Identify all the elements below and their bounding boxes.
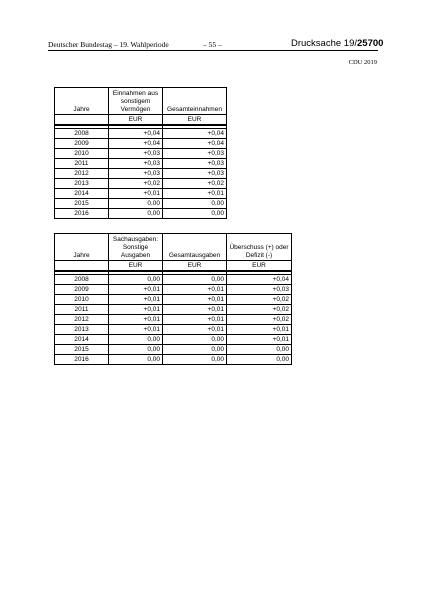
value-cell: +0,01	[163, 295, 227, 305]
value-cell: +0,04	[109, 129, 163, 139]
document-number	[291, 38, 383, 49]
value-cell: 0,00	[163, 199, 227, 209]
header-left-text: Deutscher Bundestag – 19. Wahlperiode	[48, 40, 169, 49]
value-cell: 0,00	[227, 355, 292, 365]
unit-cell	[55, 115, 109, 126]
value-cell: 0,00	[109, 345, 163, 355]
year-cell: 2011	[55, 159, 109, 169]
value-cell: +0,03	[163, 169, 227, 179]
table-row	[55, 335, 292, 345]
table-row	[55, 129, 227, 139]
unit-cell: EUR	[109, 261, 163, 272]
value-cell: +0,02	[163, 179, 227, 189]
unit-cell: EUR	[227, 261, 292, 272]
value-cell: +0,01	[109, 305, 163, 315]
value-cell: +0,04	[163, 139, 227, 149]
col-header-ueberschuss: Überschuss (+) oder Defizit (-)	[227, 234, 292, 261]
table-row	[55, 285, 292, 295]
year-cell: 2016	[55, 209, 109, 219]
value-cell: +0,04	[163, 129, 227, 139]
year-cell: 2010	[55, 295, 109, 305]
table-row	[55, 305, 292, 315]
year-cell: 2016	[55, 355, 109, 365]
document-number-prefix: Drucksache 19/	[291, 38, 358, 49]
col-header-gesamtausgaben: Gesamtausgaben	[163, 234, 227, 261]
income-table-unit-row	[55, 115, 227, 126]
col-header-gesamteinnahmen: Gesamteinnahmen	[163, 88, 227, 115]
year-cell: 2015	[55, 345, 109, 355]
value-cell: 0,00	[163, 209, 227, 219]
unit-cell: EUR	[109, 115, 163, 126]
value-cell: +0,01	[109, 325, 163, 335]
table-row	[55, 295, 292, 305]
table-row	[55, 199, 227, 209]
year-cell: 2008	[55, 129, 109, 139]
unit-cell: EUR	[163, 261, 227, 272]
table-row	[55, 159, 227, 169]
value-cell: +0,03	[109, 159, 163, 169]
document-number-value: 25700	[357, 38, 384, 49]
value-cell: 0,00	[109, 199, 163, 209]
value-cell: 0,00	[109, 355, 163, 365]
value-cell: +0,01	[163, 305, 227, 315]
value-cell: +0,02	[227, 315, 292, 325]
value-cell: +0,03	[163, 149, 227, 159]
value-cell: +0,01	[163, 285, 227, 295]
income-table-body	[55, 88, 227, 219]
value-cell: 0,00	[109, 209, 163, 219]
income-table	[54, 87, 227, 219]
table-row	[55, 275, 292, 285]
table-row	[55, 179, 227, 189]
value-cell: 0,00	[109, 335, 163, 345]
value-cell: +0,02	[227, 305, 292, 315]
value-cell: 0,00	[163, 275, 227, 285]
table-row	[55, 345, 292, 355]
year-cell: 2013	[55, 179, 109, 189]
table-row	[55, 169, 227, 179]
expense-table	[54, 233, 292, 365]
value-cell: 0,00	[227, 345, 292, 355]
unit-cell: EUR	[163, 115, 227, 126]
unit-cell	[55, 261, 109, 272]
value-cell: +0,01	[109, 295, 163, 305]
value-cell: +0,01	[109, 315, 163, 325]
year-cell: 2015	[55, 199, 109, 209]
value-cell: +0,03	[163, 159, 227, 169]
value-cell: +0,01	[227, 325, 292, 335]
value-cell: +0,03	[109, 169, 163, 179]
value-cell: 0,00	[163, 345, 227, 355]
table-row	[55, 355, 292, 365]
table-row	[55, 315, 292, 325]
year-cell: 2009	[55, 139, 109, 149]
value-cell: +0,02	[227, 295, 292, 305]
year-cell: 2013	[55, 325, 109, 335]
year-cell: 2011	[55, 305, 109, 315]
col-header-jahre: Jahre	[55, 88, 109, 115]
col-header-jahre: Jahre	[55, 234, 109, 261]
table-row	[55, 209, 227, 219]
income-table-header-row	[55, 88, 227, 115]
expense-table-header-row	[55, 234, 292, 261]
value-cell: +0,01	[109, 285, 163, 295]
expense-table-unit-row	[55, 261, 292, 272]
year-cell: 2014	[55, 189, 109, 199]
table-row	[55, 139, 227, 149]
header-rule	[48, 50, 378, 51]
value-cell: +0,01	[227, 335, 292, 345]
table-row	[55, 149, 227, 159]
value-cell: 0,00	[109, 275, 163, 285]
value-cell: 0,00	[163, 335, 227, 345]
year-cell: 2012	[55, 315, 109, 325]
col-header-sachausgaben: Sachausgaben: Sonstige Ausgaben	[109, 234, 163, 261]
value-cell: +0,03	[109, 149, 163, 159]
table-row	[55, 325, 292, 335]
expense-table-body	[55, 234, 292, 365]
value-cell: +0,03	[227, 285, 292, 295]
year-cell: 2009	[55, 285, 109, 295]
value-cell: +0,01	[163, 189, 227, 199]
value-cell: 0,00	[163, 355, 227, 365]
value-cell: +0,04	[109, 139, 163, 149]
col-header-einnahmen: Einnahmen aus sonstigem Vermögen	[109, 88, 163, 115]
year-cell: 2008	[55, 275, 109, 285]
year-cell: 2010	[55, 149, 109, 159]
year-cell: 2014	[55, 335, 109, 345]
value-cell: +0,01	[109, 189, 163, 199]
value-cell: +0,01	[163, 325, 227, 335]
year-cell: 2012	[55, 169, 109, 179]
value-cell: +0,02	[109, 179, 163, 189]
value-cell: +0,01	[163, 315, 227, 325]
value-cell: +0,04	[227, 275, 292, 285]
table-row	[55, 189, 227, 199]
subheader-label: CDU 2019	[348, 59, 377, 66]
page-number: – 55 –	[203, 40, 222, 49]
